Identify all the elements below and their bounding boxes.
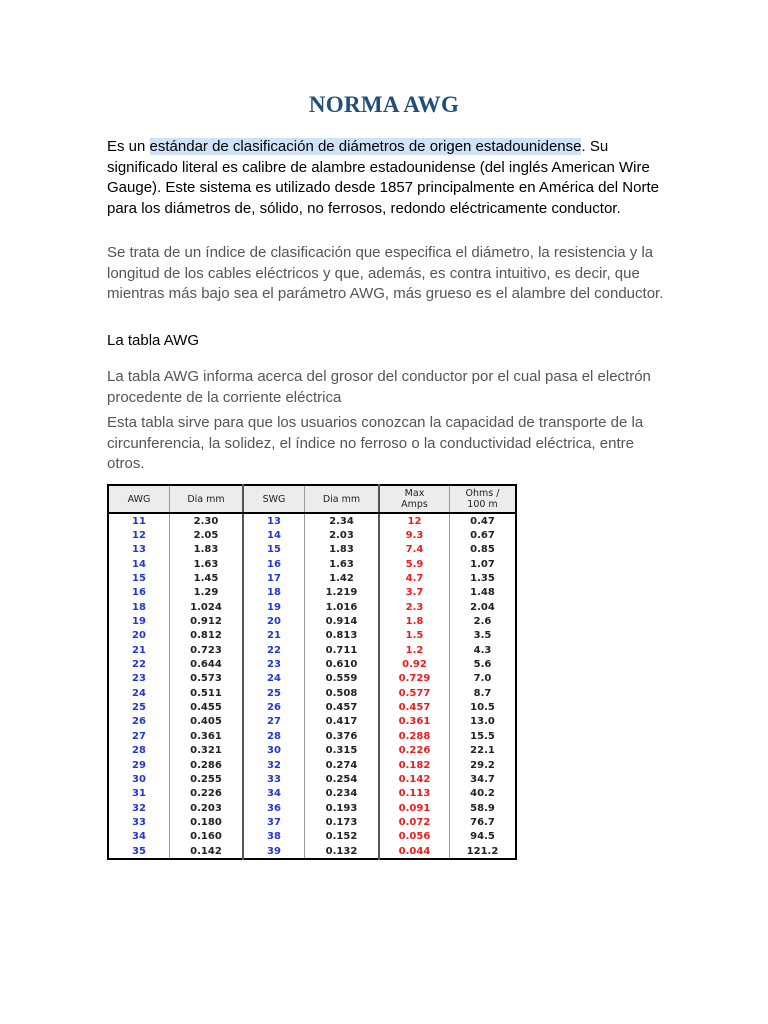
cell-dia-mm: 0.511	[170, 686, 244, 700]
cell-dia-mm-swg: 0.254	[305, 772, 380, 786]
cell-swg: 23	[243, 657, 305, 671]
cell-ohms: 40.2	[470, 788, 495, 800]
cell-dia-mm: 0.912	[170, 614, 244, 628]
cell-ohms: 7.0	[473, 673, 492, 685]
table-row	[108, 600, 516, 614]
cell-max-amps: 2.3	[379, 600, 450, 614]
table-row	[108, 571, 516, 585]
table-row	[108, 758, 516, 772]
cell-awg: 19	[108, 614, 170, 628]
cell-awg: 24	[108, 686, 170, 700]
cell-swg: 16	[243, 557, 305, 571]
cell-swg: 17	[243, 571, 305, 585]
table-row	[108, 744, 516, 758]
cell-swg: 39	[243, 844, 305, 859]
cell-swg: 18	[243, 586, 305, 600]
cell-dia-mm: 0.573	[170, 672, 244, 686]
cell-swg: 36	[243, 801, 305, 815]
cell-max-amps: 0.142	[379, 772, 450, 786]
cell-swg: 24	[243, 672, 305, 686]
cell-max-amps: 7.4	[379, 543, 450, 557]
cell-swg: 13	[243, 513, 305, 528]
cell-dia-mm-swg: 1.219	[305, 586, 380, 600]
cell-dia-mm: 0.203	[170, 801, 244, 815]
cell-ohms: 0.85	[470, 544, 495, 556]
cell-awg: 35	[108, 844, 170, 859]
table-row	[108, 830, 516, 844]
table-row	[108, 815, 516, 829]
cell-awg: 22	[108, 657, 170, 671]
index-paragraph: Se trata de un índice de clasificación que especifica el diámetro, la resistencia y la longitud de los cables eléctricos y que, además, es contra intuitivo, es decir, que mientras más bajo sea el parámetro AWG, más grueso es el alambre del conductor.	[107, 244, 664, 302]
cell-swg: 27	[243, 715, 305, 729]
cell-max-amps: 0.361	[379, 715, 450, 729]
cell-ohms: 4.3	[473, 644, 492, 656]
cell-awg: 30	[108, 772, 170, 786]
cell-awg: 31	[108, 787, 170, 801]
cell-ohms: 10.5	[470, 702, 495, 714]
cell-dia-mm-swg: 0.376	[305, 729, 380, 743]
cell-swg: 22	[243, 643, 305, 657]
col-header-dia-mm-swg: Dia mm	[305, 485, 380, 513]
cell-ohms: 13.0	[470, 716, 495, 728]
max-amps-line2: Amps	[401, 499, 428, 510]
cell-max-amps: 1.5	[379, 629, 450, 643]
table-row	[108, 700, 516, 714]
cell-ohms: 121.2	[450, 844, 517, 859]
cell-dia-mm-swg: 0.457	[305, 700, 380, 714]
cell-dia-mm-swg: 1.42	[305, 571, 380, 585]
cell-dia-mm-swg: 0.152	[305, 830, 380, 844]
cell-dia-mm: 1.024	[170, 600, 244, 614]
cell-awg: 32	[108, 801, 170, 815]
cell-dia-mm: 1.45	[170, 571, 244, 585]
cell-max-amps: 5.9	[379, 557, 450, 571]
cell-swg: 38	[243, 830, 305, 844]
cell-ohms: 94.5	[470, 831, 495, 843]
cell-max-amps: 0.577	[379, 686, 450, 700]
cell-dia-mm: 1.29	[170, 586, 244, 600]
table-row	[108, 686, 516, 700]
cell-awg: 34	[108, 830, 170, 844]
awg-table	[107, 484, 517, 860]
cell-swg: 33	[243, 772, 305, 786]
cell-swg: 30	[243, 744, 305, 758]
cell-dia-mm-swg: 1.63	[305, 557, 380, 571]
table-row	[108, 657, 516, 671]
cell-awg: 29	[108, 758, 170, 772]
cell-dia-mm: 0.142	[170, 844, 244, 859]
cell-dia-mm-swg: 0.914	[305, 614, 380, 628]
cell-swg: 25	[243, 686, 305, 700]
table-row	[108, 772, 516, 786]
cell-ohms: 15.5	[470, 730, 495, 742]
table-row	[108, 513, 516, 528]
cell-swg: 32	[243, 758, 305, 772]
cell-ohms: 2.6	[473, 616, 492, 628]
cell-max-amps: 4.7	[379, 571, 450, 585]
intro-suffix: . Su significado literal es calibre de alambre estadounidense (del inglés American Wire Gauge). Este sistema es utilizado desde 1857 principalmente en América del Norte para los diámetros de, sólido, no ferrosos, redondo eléctricamente conductor.	[107, 138, 659, 217]
cell-max-amps: 1.8	[379, 614, 450, 628]
cell-ohms: 29.2	[470, 759, 495, 771]
cell-ohms: 1.48	[470, 587, 495, 599]
col-header-max-amps	[379, 485, 450, 513]
cell-dia-mm: 0.812	[170, 629, 244, 643]
cell-dia-mm: 0.286	[170, 758, 244, 772]
cell-max-amps: 9.3	[379, 528, 450, 542]
cell-dia-mm-swg: 1.016	[305, 600, 380, 614]
cell-max-amps: 0.056	[379, 830, 450, 844]
cell-dia-mm-swg: 0.711	[305, 643, 380, 657]
cell-awg: 33	[108, 815, 170, 829]
cell-dia-mm: 0.405	[170, 715, 244, 729]
cell-max-amps: 0.288	[379, 729, 450, 743]
cell-swg: 19	[243, 600, 305, 614]
cell-swg: 15	[243, 543, 305, 557]
table-row	[108, 586, 516, 600]
cell-ohms: 22.1	[470, 745, 495, 757]
table-header-row	[108, 485, 516, 513]
cell-swg: 37	[243, 815, 305, 829]
cell-dia-mm-swg: 2.03	[305, 528, 380, 542]
cell-dia-mm-swg: 0.193	[305, 801, 380, 815]
cell-swg: 21	[243, 629, 305, 643]
cell-dia-mm-swg: 0.234	[305, 787, 380, 801]
cell-awg: 21	[108, 643, 170, 657]
cell-dia-mm-swg: 0.315	[305, 744, 380, 758]
cell-dia-mm-swg: 0.417	[305, 715, 380, 729]
cell-swg: 20	[243, 614, 305, 628]
section-heading: La tabla AWG	[107, 332, 199, 349]
table-row	[108, 614, 516, 628]
cell-awg: 14	[108, 557, 170, 571]
cell-dia-mm: 0.226	[170, 787, 244, 801]
table-row	[108, 715, 516, 729]
page-title: NORMA AWG	[308, 92, 460, 117]
cell-dia-mm: 0.321	[170, 744, 244, 758]
cell-ohms: 1.35	[470, 573, 495, 585]
cell-max-amps: 12	[379, 513, 450, 528]
cell-dia-mm-swg: 0.173	[305, 815, 380, 829]
cell-max-amps: 0.044	[379, 844, 450, 859]
cell-swg: 26	[243, 700, 305, 714]
table-row	[108, 801, 516, 815]
cell-dia-mm-swg: 0.132	[305, 844, 380, 859]
max-amps-line1: Max	[404, 488, 425, 499]
cell-dia-mm-swg: 2.34	[305, 513, 380, 528]
table-row	[108, 729, 516, 743]
cell-dia-mm: 0.255	[170, 772, 244, 786]
cell-dia-mm: 0.723	[170, 643, 244, 657]
cell-dia-mm-swg: 0.813	[305, 629, 380, 643]
cell-ohms: 58.9	[470, 802, 495, 814]
cell-ohms: 1.07	[470, 558, 495, 570]
cell-max-amps: 0.113	[379, 787, 450, 801]
col-header-dia-mm: Dia mm	[170, 485, 244, 513]
table-row	[108, 543, 516, 557]
col-header-ohms	[450, 485, 517, 513]
cell-ohms: 0.47	[470, 515, 495, 527]
table-row	[108, 629, 516, 643]
cell-awg: 12	[108, 528, 170, 542]
cell-max-amps: 0.729	[379, 672, 450, 686]
cell-max-amps: 0.92	[379, 657, 450, 671]
cell-awg: 28	[108, 744, 170, 758]
cell-max-amps: 0.072	[379, 815, 450, 829]
table-row	[108, 528, 516, 542]
cell-swg: 34	[243, 787, 305, 801]
cell-swg: 28	[243, 729, 305, 743]
cell-awg: 16	[108, 586, 170, 600]
table-use-paragraph: Esta tabla sirve para que los usuarios conozcan la capacidad de transporte de la circunferencia, la solidez, el índice no ferroso o la conductividad eléctrica, entre otros.	[107, 414, 644, 472]
cell-max-amps: 0.457	[379, 700, 450, 714]
cell-awg: 13	[108, 543, 170, 557]
cell-dia-mm: 1.63	[170, 557, 244, 571]
cell-awg: 27	[108, 729, 170, 743]
table-body	[108, 513, 516, 859]
intro-prefix: Es un	[107, 138, 150, 155]
table-row	[108, 844, 516, 859]
table-row	[108, 557, 516, 571]
table-row	[108, 643, 516, 657]
cell-dia-mm-swg: 0.274	[305, 758, 380, 772]
col-header-awg: AWG	[108, 485, 170, 513]
intro-paragraph	[107, 137, 667, 219]
table-row	[108, 672, 516, 686]
cell-awg: 11	[108, 513, 170, 528]
ohms-line2: 100 m	[467, 499, 498, 510]
ohms-line1: Ohms /	[465, 488, 500, 499]
cell-dia-mm: 0.361	[170, 729, 244, 743]
cell-max-amps: 3.7	[379, 586, 450, 600]
intro-highlight: estándar de clasificación de diámetros de origen estadounidense	[149, 138, 582, 155]
cell-max-amps: 0.182	[379, 758, 450, 772]
cell-dia-mm: 1.83	[170, 543, 244, 557]
cell-dia-mm-swg: 0.508	[305, 686, 380, 700]
cell-ohms: 2.04	[470, 601, 495, 613]
cell-dia-mm-swg: 0.559	[305, 672, 380, 686]
cell-max-amps: 0.226	[379, 744, 450, 758]
cell-ohms: 76.7	[470, 816, 495, 828]
cell-ohms: 8.7	[473, 687, 492, 699]
cell-dia-mm: 0.644	[170, 657, 244, 671]
cell-awg: 20	[108, 629, 170, 643]
cell-ohms: 34.7	[470, 773, 495, 785]
cell-awg: 26	[108, 715, 170, 729]
cell-ohms: 5.6	[473, 659, 492, 671]
cell-awg: 23	[108, 672, 170, 686]
cell-awg: 18	[108, 600, 170, 614]
cell-dia-mm: 0.180	[170, 815, 244, 829]
cell-awg: 15	[108, 571, 170, 585]
cell-ohms: 0.67	[470, 530, 495, 542]
table-info-paragraph: La tabla AWG informa acerca del grosor del conductor por el cual pasa el electrón procedente de la corriente eléctrica	[107, 368, 651, 406]
cell-dia-mm: 2.05	[170, 528, 244, 542]
cell-dia-mm: 0.455	[170, 700, 244, 714]
cell-dia-mm-swg: 1.83	[305, 543, 380, 557]
table-row	[108, 787, 516, 801]
cell-dia-mm: 2.30	[170, 513, 244, 528]
col-header-swg: SWG	[243, 485, 305, 513]
cell-awg: 25	[108, 700, 170, 714]
cell-dia-mm-swg: 0.610	[305, 657, 380, 671]
cell-max-amps: 0.091	[379, 801, 450, 815]
cell-ohms: 3.5	[473, 630, 492, 642]
cell-swg: 14	[243, 528, 305, 542]
cell-max-amps: 1.2	[379, 643, 450, 657]
cell-dia-mm: 0.160	[170, 830, 244, 844]
